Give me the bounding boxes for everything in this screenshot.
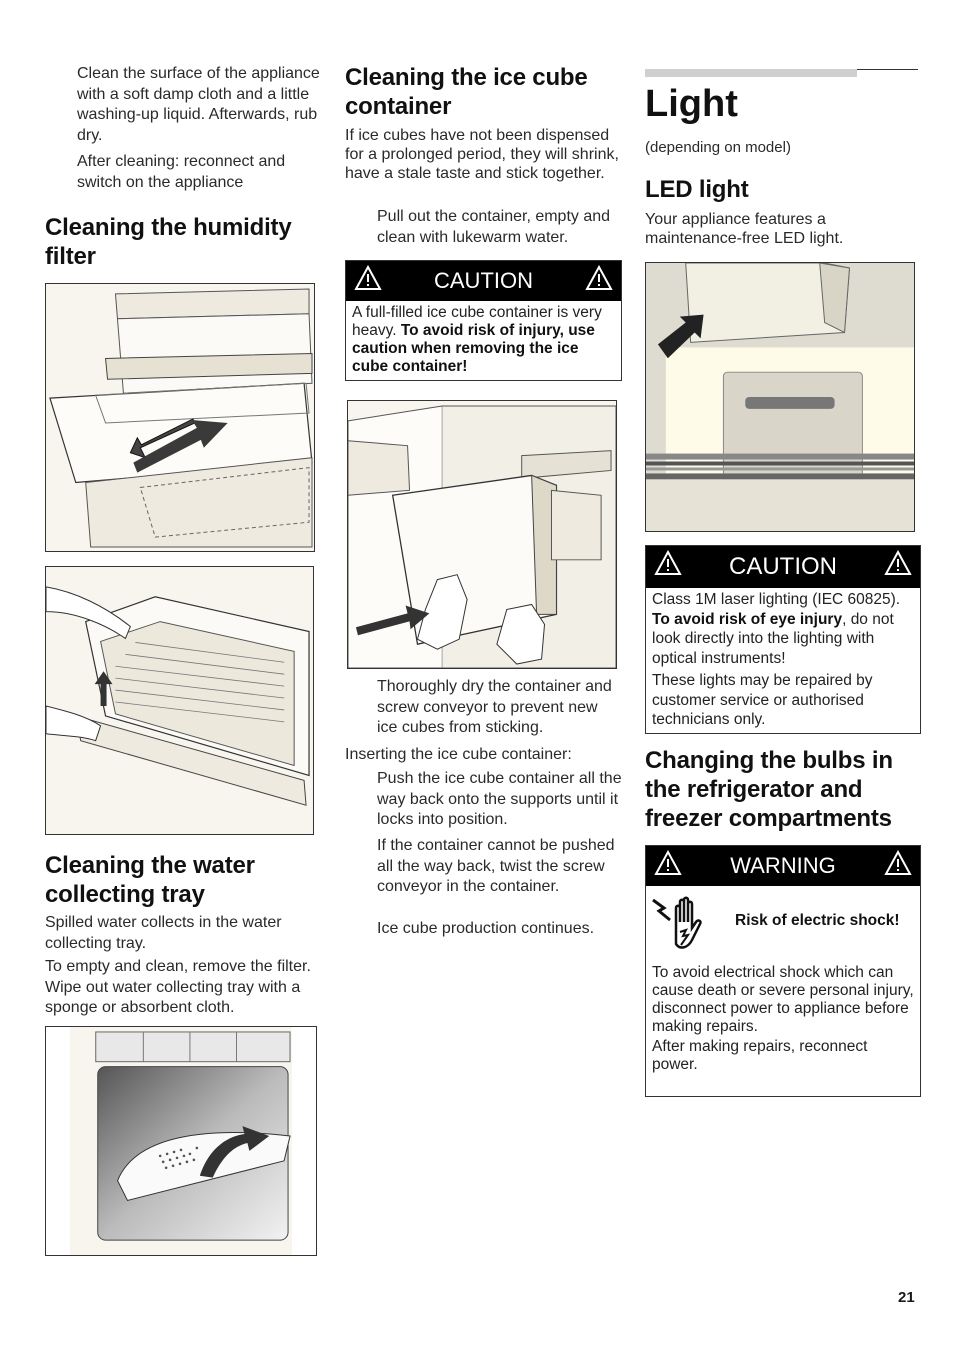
caution-label: CAUTION [729,553,837,580]
caution-bar [646,546,920,588]
ice-cube-paragraph-3: Thoroughly dry the container and screw conveyor to prevent new ice cubes from sticking. [377,678,612,736]
water-tray-paragraph-2: To empty and clean, remove the filter. Wipe out water collecting tray with a sponge or absorbent cloth. [45,958,311,1016]
caution-p1-rest: , do not look directly into the lighting with optical instruments! [652,610,894,667]
warning-triangle-icon [884,550,912,576]
ice-cube-paragraph-6: If the container cannot be pushed all the way back, twist the screw conveyor in the container. [377,837,615,895]
intro-paragraph-1: Clean the surface of the appliance with a soft damp cloth and a little washing-up liquid. Afterwards, rub dry. [77,65,320,144]
ice-cube-paragraph-2: Pull out the container, empty and clean with lukewarm water. [377,208,611,246]
humidity-filter-illustration [46,284,314,551]
caution-paragraph-2: These lights may be repaired by customer service or authorised technicians only. [652,672,873,728]
caution-paragraph-1 [652,590,914,668]
water-tray-heading: Cleaning the water collecting tray [45,852,255,908]
humidity-filter-figure [45,283,315,552]
humidity-filter-heading: Cleaning the humidity filter [45,214,292,270]
caution-p1-bold: To avoid risk of eye injury [652,610,843,628]
ice-cube-paragraph-7: Ice cube production continues. [377,920,595,937]
led-paragraph: Your appliance features a maintenance-free LED light. [645,211,844,247]
light-subtitle: (depending on model) [645,139,791,156]
warning-paragraph-1: To avoid electrical shock which can cause death or severe personal injury, disconnect power to appliance before making repairs. [652,964,914,1035]
warning-paragraph-2: After making repairs, reconnect power. [652,1038,868,1073]
ice-cube-figure [347,400,617,669]
caution-p1-plain: Class 1M laser lighting (IEC 60825). [652,591,901,608]
ice-cube-illustration [348,401,616,668]
electric-shock-hand-icon [650,894,712,956]
caution-text-bold: To avoid risk of injury, use caution when removing the ice cube container! [352,322,595,375]
led-illustration [646,263,914,531]
warning-triangle-icon [884,850,912,876]
caution-bar [346,261,621,301]
warning-body [652,964,914,1074]
warning-triangle-icon [654,550,682,576]
warning-bar [646,846,920,886]
filter-removal-figure [45,566,314,835]
water-tray-figure [45,1026,317,1256]
page-number: 21 [898,1289,915,1306]
led-heading: LED light [645,176,749,203]
ice-cube-paragraph-4: Inserting the ice cube container: [345,746,572,763]
bulbs-heading: Changing the bulbs in the refrigerator and freezer compartments [645,747,893,832]
warning-box [645,845,921,1097]
led-caution-box [645,545,921,734]
warning-shock-text: Risk of electric shock! [735,912,900,929]
ice-cube-caution-box [345,260,622,381]
water-tray-illustration [46,1027,316,1255]
caution-text [646,588,920,736]
ice-cube-paragraph-5: Push the ice cube container all the way back onto the supports until it locks into position. [377,770,622,828]
warning-triangle-icon [654,850,682,876]
intro-paragraph-2: After cleaning: reconnect and switch on the appliance [77,153,286,191]
light-title: Light [645,83,738,125]
warning-triangle-icon [585,265,613,291]
ice-cube-paragraph-1: If ice cubes have not been dispensed for a prolonged period, they will shrink, have a stale taste and stick together. [345,127,619,182]
water-tray-paragraph-1: Spilled water collects in the water collecting tray. [45,914,282,952]
caution-text-plain: A full-filled ice cube container is very heavy. [352,304,602,339]
warning-label: WARNING [730,853,836,878]
caution-text [346,301,621,382]
caution-label: CAUTION [434,268,533,293]
warning-triangle-icon [354,265,382,291]
filter-removal-illustration [46,567,313,834]
ice-cube-heading: Cleaning the ice cube container [345,64,588,120]
header-bar [645,69,857,77]
led-figure [645,262,915,532]
